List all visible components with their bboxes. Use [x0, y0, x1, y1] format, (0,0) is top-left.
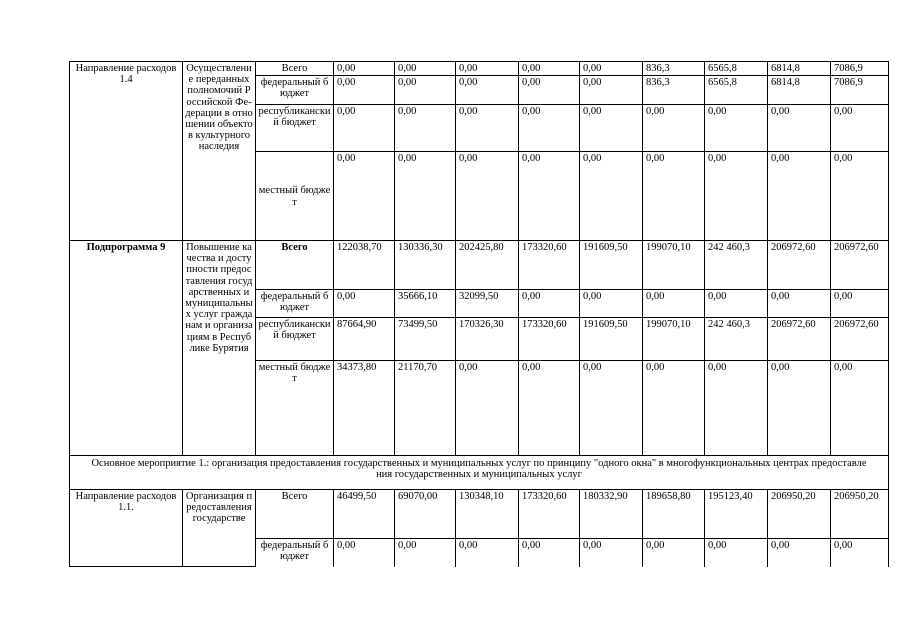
value-cell: 242 460,3	[705, 241, 768, 290]
value-cell: 0,00	[456, 152, 519, 241]
value-cell: 35666,10	[395, 290, 456, 318]
value-cell: 206950,20	[768, 490, 831, 539]
value-cell: 0,00	[705, 290, 768, 318]
value-cell: 836,3	[643, 62, 705, 76]
value-cell: 0,00	[456, 105, 519, 152]
funding-source: республиканский бюджет	[256, 105, 334, 152]
funding-source: местный бюджет	[256, 152, 334, 241]
value-cell: 0,00	[580, 152, 643, 241]
value-cell: 0,00	[580, 76, 643, 105]
value-cell: 0,00	[334, 76, 395, 105]
funding-source: федеральный бюджет	[256, 290, 334, 318]
value-cell: 173320,60	[519, 490, 580, 539]
value-cell: 0,00	[519, 290, 580, 318]
table-row	[70, 241, 889, 290]
value-cell: 173320,60	[519, 318, 580, 361]
value-cell: 0,00	[643, 152, 705, 241]
value-cell: 6814,8	[768, 62, 831, 76]
funding-source: Всего	[256, 62, 334, 76]
value-cell: 122038,70	[334, 241, 395, 290]
value-cell: 0,00	[580, 105, 643, 152]
table-row	[70, 62, 889, 76]
value-cell: 0,00	[395, 62, 456, 76]
value-cell: 0,00	[831, 290, 889, 318]
value-cell: 0,00	[705, 105, 768, 152]
funding-source: республиканский бюджет	[256, 318, 334, 361]
funding-source: федеральный бюджет	[256, 539, 334, 567]
value-cell: 202425,80	[456, 241, 519, 290]
value-cell: 0,00	[831, 361, 889, 456]
value-cell: 0,00	[519, 361, 580, 456]
value-cell: 0,00	[705, 152, 768, 241]
value-cell: 206972,60	[831, 318, 889, 361]
value-cell: 0,00	[519, 539, 580, 567]
value-cell: 206972,60	[831, 241, 889, 290]
value-cell: 206950,20	[831, 490, 889, 539]
value-cell: 0,00	[456, 76, 519, 105]
value-cell: 0,00	[580, 62, 643, 76]
value-cell: 199070,10	[643, 318, 705, 361]
value-cell: 130348,10	[456, 490, 519, 539]
value-cell: 170326,30	[456, 318, 519, 361]
value-cell: 130336,30	[395, 241, 456, 290]
value-cell: 6565,8	[705, 76, 768, 105]
value-cell: 199070,10	[643, 241, 705, 290]
direction-description: Организация предоставления государстве	[183, 490, 256, 567]
funding-source: местный бюджет	[256, 361, 334, 456]
budget-table	[69, 61, 889, 567]
value-cell: 0,00	[768, 152, 831, 241]
value-cell: 0,00	[456, 361, 519, 456]
value-cell: 191609,50	[580, 241, 643, 290]
subprogram-label: Подпрограмма 9	[70, 241, 183, 456]
value-cell: 206972,60	[768, 241, 831, 290]
value-cell: 73499,50	[395, 318, 456, 361]
value-cell: 0,00	[395, 76, 456, 105]
value-cell: 6814,8	[768, 76, 831, 105]
value-cell: 0,00	[519, 76, 580, 105]
funding-source: Всего	[256, 490, 334, 539]
value-cell: 0,00	[643, 539, 705, 567]
value-cell: 242 460,3	[705, 318, 768, 361]
value-cell: 7086,9	[831, 76, 889, 105]
value-cell: 0,00	[519, 105, 580, 152]
value-cell: 87664,90	[334, 318, 395, 361]
value-cell: 0,00	[334, 290, 395, 318]
direction-description: Осуществление переданных полномочий Российской Фе-дерации в отношении объектов культурного наследия	[183, 62, 256, 241]
value-cell: 0,00	[768, 105, 831, 152]
value-cell: 0,00	[580, 290, 643, 318]
value-cell: 195123,40	[705, 490, 768, 539]
value-cell: 0,00	[643, 105, 705, 152]
direction-label: Направление расходов 1.1.	[70, 490, 183, 567]
value-cell: 0,00	[643, 290, 705, 318]
value-cell: 32099,50	[456, 290, 519, 318]
value-cell: 0,00	[519, 152, 580, 241]
value-cell: 7086,9	[831, 62, 889, 76]
direction-label: Направление расходов 1.4	[70, 62, 183, 241]
value-cell: 0,00	[519, 62, 580, 76]
value-cell: 0,00	[768, 361, 831, 456]
value-cell: 0,00	[580, 539, 643, 567]
value-cell: 0,00	[831, 105, 889, 152]
value-cell: 189658,80	[643, 490, 705, 539]
value-cell: 836,3	[643, 76, 705, 105]
value-cell: 34373,80	[334, 361, 395, 456]
value-cell: 0,00	[768, 290, 831, 318]
value-cell: 206972,60	[768, 318, 831, 361]
table-row	[70, 456, 889, 490]
value-cell: 0,00	[395, 152, 456, 241]
value-cell: 6565,8	[705, 62, 768, 76]
value-cell: 0,00	[334, 539, 395, 567]
funding-source: Всего	[256, 241, 334, 290]
main-measure-heading: Основное мероприятие 1.: организация предоставления государственных и муниципальных услуг по принципу "одного окна" в многофункциональных центрах предоставления государственных и муниципальных услуг	[70, 456, 889, 490]
value-cell: 0,00	[705, 539, 768, 567]
value-cell: 0,00	[395, 105, 456, 152]
value-cell: 0,00	[456, 62, 519, 76]
value-cell: 0,00	[334, 152, 395, 241]
value-cell: 0,00	[456, 539, 519, 567]
value-cell: 0,00	[643, 361, 705, 456]
table-row	[70, 490, 889, 539]
value-cell: 0,00	[705, 361, 768, 456]
value-cell: 0,00	[580, 361, 643, 456]
value-cell: 0,00	[831, 539, 889, 567]
value-cell: 21170,70	[395, 361, 456, 456]
value-cell: 180332,90	[580, 490, 643, 539]
value-cell: 0,00	[831, 152, 889, 241]
value-cell: 69070,00	[395, 490, 456, 539]
value-cell: 0,00	[768, 539, 831, 567]
value-cell: 0,00	[395, 539, 456, 567]
value-cell: 0,00	[334, 62, 395, 76]
value-cell: 191609,50	[580, 318, 643, 361]
funding-source: федеральный бюджет	[256, 76, 334, 105]
value-cell: 173320,60	[519, 241, 580, 290]
subprogram-description: Повышение качества и доступности предоставления государственных и муниципальных услуг гражданам и организациям в Республике Бурятия	[183, 241, 256, 456]
value-cell: 0,00	[334, 105, 395, 152]
value-cell: 46499,50	[334, 490, 395, 539]
